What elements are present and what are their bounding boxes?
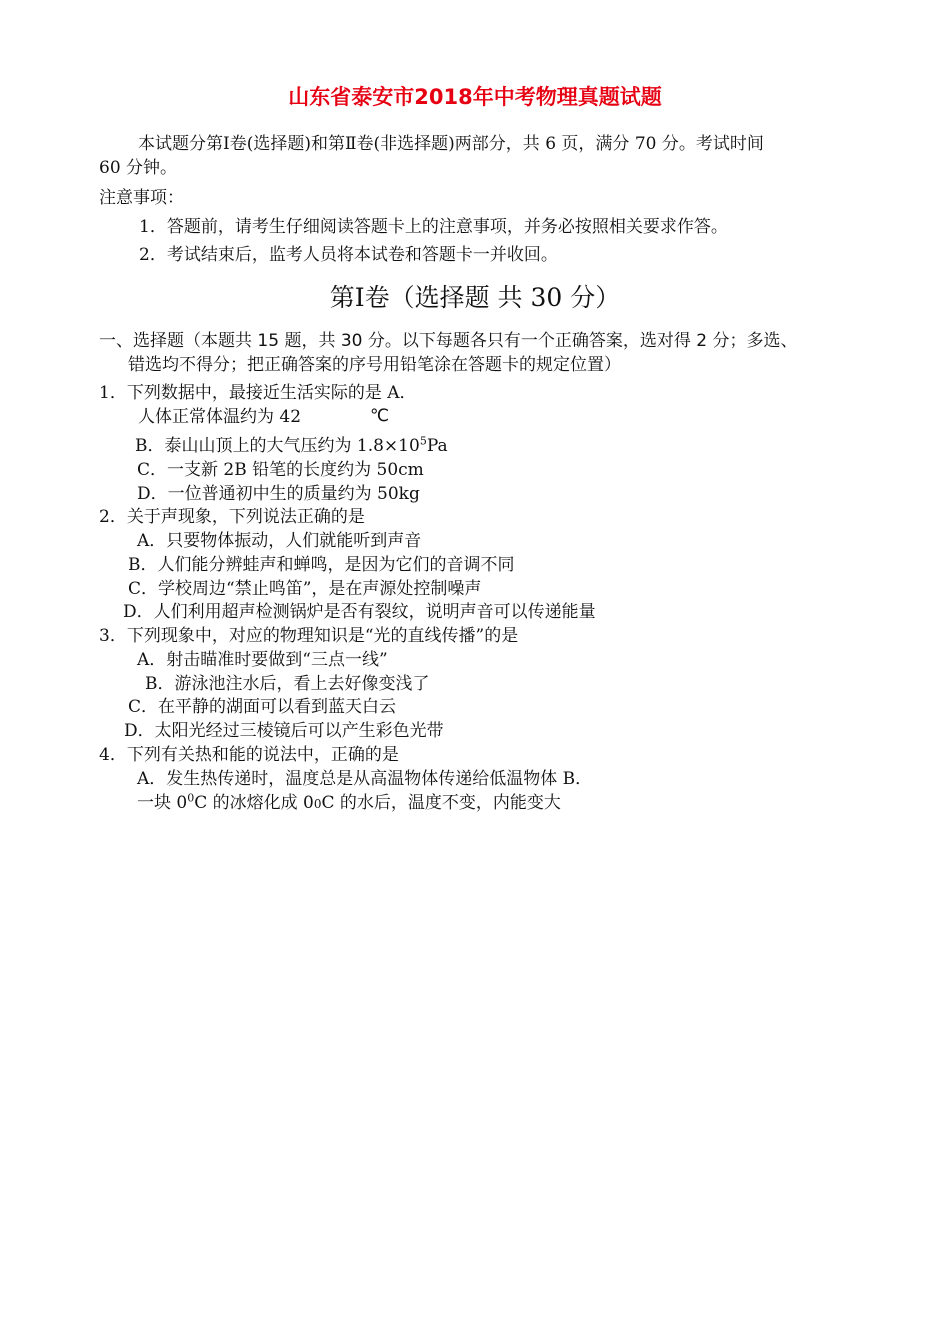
intro-line-1: 本试题分第Ⅰ卷(选择题)和第Ⅱ卷(非选择题)两部分，共 6 页，满分 70 分。考试时间: [138, 134, 764, 154]
question-3-option-c: C．在平静的湖面可以看到蓝天白云: [128, 697, 397, 717]
question-4-option-b-part-1: 一块 0: [137, 793, 188, 813]
question-4-stem: 4．下列有关热和能的说法中，正确的是: [99, 745, 399, 765]
question-3-option-a: A．射击瞄准时要做到“三点一线”: [137, 650, 388, 670]
question-2-option-d: D．人们利用超声检测锅炉是否有裂纹，说明声音可以传递能量: [123, 602, 596, 622]
notice-heading: 注意事项：: [99, 188, 184, 208]
question-4-option-b-superscript: 0: [187, 791, 195, 805]
question-4-option-b-part-3: C 的水后，温度不变，内能变大: [321, 793, 561, 813]
question-1-stem: 1．下列数据中，最接近生活实际的是 A．: [99, 383, 417, 403]
question-1-option-c: C．一支新 2B 铅笔的长度约为 50cm: [137, 460, 424, 480]
question-3-option-d: D．太阳光经过三棱镜后可以产生彩色光带: [124, 721, 444, 741]
question-3-option-b: B．游泳池注水后，看上去好像变浅了: [145, 674, 430, 694]
question-1-option-b-text: B．泰山山顶上的大气压约为 1.8×10: [135, 436, 420, 456]
question-2-stem: 2．关于声现象，下列说法正确的是: [99, 507, 365, 527]
question-2-option-a: A．只要物体振动，人们就能听到声音: [137, 531, 422, 551]
question-2-option-b: B．人们能分辨蛙声和蝉鸣，是因为它们的音调不同: [128, 555, 515, 575]
part-heading-line-2: 错选均不得分；把正确答案的序号用铅笔涂在答题卡的规定位置）: [128, 355, 621, 375]
question-1-option-d: D．一位普通初中生的质量约为 50kg: [137, 484, 420, 504]
section-title: 第Ⅰ卷（选择题 共 30 分）: [329, 283, 621, 312]
question-4-option-b-part-2: C 的冰熔化成 0: [194, 793, 314, 813]
part-heading-line-1: 一、选择题（本题共 15 题，共 30 分。以下每题各只有一个正确答案，选对得 2 分；多选、: [99, 331, 798, 351]
question-3-stem: 3．下列现象中，对应的物理知识是“光的直线传播”的是: [99, 626, 519, 646]
notice-item-2: 2．考试结束后，监考人员将本试卷和答题卡一并收回。: [139, 245, 558, 265]
exam-title: 山东省泰安市2018年中考物理真题试题: [288, 85, 662, 109]
question-1-option-b-exponent: 5: [419, 434, 427, 448]
question-4-option-b-subscript: 0: [313, 797, 322, 811]
question-1-option-a-unit: ℃: [370, 406, 390, 426]
question-4-option-a: A．发生热传递时，温度总是从高温物体传递给低温物体 B．: [137, 769, 593, 789]
notice-item-1: 1．答题前，请考生仔细阅读答题卡上的注意事项，并务必按照相关要求作答。: [139, 217, 728, 237]
question-1-option-a: 人体正常体温约为 42: [138, 407, 302, 427]
question-2-option-c: C．学校周边“禁止鸣笛”，是在声源处控制噪声: [128, 579, 482, 599]
question-1-option-b: [135, 436, 448, 456]
intro-line-2: 60 分钟。: [99, 158, 178, 178]
question-4-option-b: [137, 793, 561, 813]
question-1-option-b-unit: Pa: [426, 436, 448, 456]
